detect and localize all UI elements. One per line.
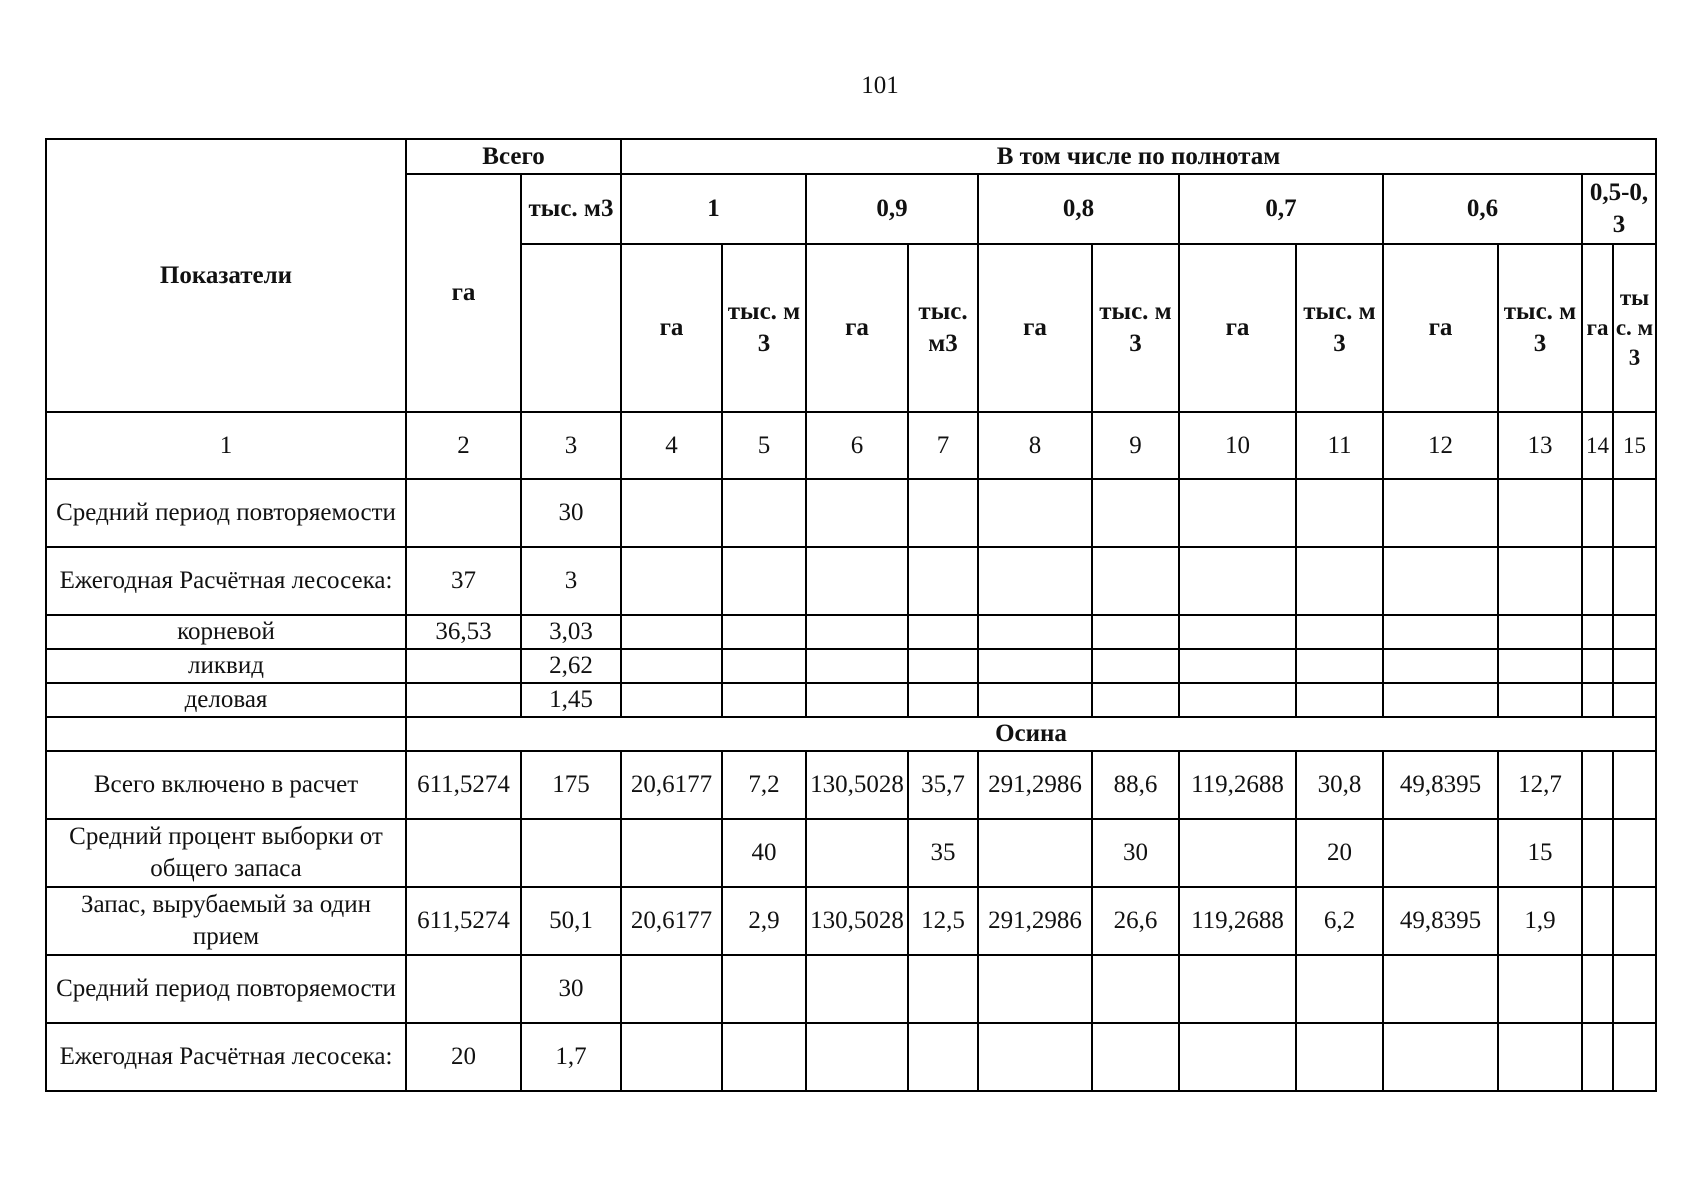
table-cell: 2,9 [722, 887, 806, 955]
table-cell [621, 819, 722, 887]
table-cell [1383, 479, 1498, 547]
header-total-m3-blank [521, 244, 621, 412]
table-row [46, 479, 1656, 547]
table-cell [1498, 479, 1582, 547]
table-cell [1296, 479, 1383, 547]
table-cell: 130,5028 [806, 887, 908, 955]
header-sub: га [1582, 244, 1613, 412]
header-density-0-9: 0,9 [806, 174, 978, 244]
table-cell [1613, 955, 1656, 1023]
table-cell [1582, 1023, 1613, 1091]
table-cell [406, 649, 521, 683]
row-label: Запас, вырубаемый за один прием [46, 887, 406, 955]
table-cell [1296, 547, 1383, 615]
table-cell: 30 [521, 479, 621, 547]
table-cell [978, 649, 1092, 683]
table-row [46, 819, 1656, 887]
row-label: Средний период повторяемости [46, 479, 406, 547]
table-cell: 1,45 [521, 683, 621, 717]
table-cell: 88,6 [1092, 751, 1179, 819]
table-cell: 119,2688 [1179, 887, 1296, 955]
table-cell: 7,2 [722, 751, 806, 819]
table-cell [1613, 1023, 1656, 1091]
table-cell: 15 [1498, 819, 1582, 887]
table-cell [1613, 649, 1656, 683]
table-cell [1092, 683, 1179, 717]
table-cell [1296, 683, 1383, 717]
table-cell [978, 819, 1092, 887]
column-number: 7 [908, 412, 978, 479]
column-number: 4 [621, 412, 722, 479]
row-label: Всего включено в расчет [46, 751, 406, 819]
table-cell [1582, 479, 1613, 547]
table-cell [1383, 955, 1498, 1023]
table-cell [1582, 887, 1613, 955]
row-label: Средний процент выборки от общего запаса [46, 819, 406, 887]
table-cell [621, 547, 722, 615]
data-table [45, 138, 1657, 1092]
header-sub: га [1383, 244, 1498, 412]
table-cell [1498, 955, 1582, 1023]
header-by-density: В том числе по полнотам [621, 139, 1656, 174]
table-cell: 37 [406, 547, 521, 615]
table-cell [1582, 819, 1613, 887]
table-cell [978, 1023, 1092, 1091]
table-cell [521, 819, 621, 887]
table-cell: 20 [406, 1023, 521, 1091]
table-cell: 3,03 [521, 615, 621, 649]
table-cell [406, 819, 521, 887]
table-cell: 291,2986 [978, 751, 1092, 819]
table-cell [806, 615, 908, 649]
table-cell [1179, 1023, 1296, 1091]
column-number: 12 [1383, 412, 1498, 479]
table-cell [1498, 1023, 1582, 1091]
header-density-0-7: 0,7 [1179, 174, 1383, 244]
row-label: деловая [46, 683, 406, 717]
table-cell [908, 1023, 978, 1091]
table-cell: 291,2986 [978, 887, 1092, 955]
table-cell [1613, 683, 1656, 717]
table-cell: 30,8 [1296, 751, 1383, 819]
table-cell [806, 955, 908, 1023]
table-cell [722, 479, 806, 547]
table-cell: 49,8395 [1383, 751, 1498, 819]
row-label: Ежегодная Расчётная лесосека: [46, 1023, 406, 1091]
table-cell [1092, 615, 1179, 649]
table-cell [722, 955, 806, 1023]
table-cell: 6,2 [1296, 887, 1383, 955]
table-cell [978, 547, 1092, 615]
table-cell [1383, 683, 1498, 717]
section-title: Осина [406, 717, 1656, 751]
column-number: 3 [521, 412, 621, 479]
table-cell: 1,9 [1498, 887, 1582, 955]
table-cell [1613, 479, 1656, 547]
table-cell: 20,6177 [621, 751, 722, 819]
table-cell: 35 [908, 819, 978, 887]
table-cell [806, 819, 908, 887]
table-row [46, 751, 1656, 819]
table-cell: 611,5274 [406, 887, 521, 955]
table-cell: 20,6177 [621, 887, 722, 955]
table-cell: 3 [521, 547, 621, 615]
page-number: 101 [861, 72, 899, 99]
table-cell [1179, 479, 1296, 547]
table-cell [978, 683, 1092, 717]
table-cell [1179, 547, 1296, 615]
table-cell [1383, 615, 1498, 649]
table-cell [1092, 955, 1179, 1023]
table-cell [1613, 547, 1656, 615]
column-number: 1 [46, 412, 406, 479]
column-number: 13 [1498, 412, 1582, 479]
column-number: 11 [1296, 412, 1383, 479]
table-cell [1498, 547, 1582, 615]
table-cell [1582, 649, 1613, 683]
table-cell [722, 547, 806, 615]
header-density-0-8: 0,8 [978, 174, 1179, 244]
table-cell [1296, 649, 1383, 683]
table-cell [1092, 547, 1179, 615]
table-row [46, 547, 1656, 615]
table-cell [1383, 547, 1498, 615]
header-sub: тыс. м3 [722, 244, 806, 412]
table-row [46, 615, 1656, 649]
table-cell [978, 955, 1092, 1023]
table-cell [908, 683, 978, 717]
table-cell: 119,2688 [1179, 751, 1296, 819]
table-cell [1582, 683, 1613, 717]
table-cell: 611,5274 [406, 751, 521, 819]
table-row [46, 683, 1656, 717]
table-row [46, 1023, 1656, 1091]
table-cell [1179, 819, 1296, 887]
table-cell: 30 [521, 955, 621, 1023]
header-sub: тыс. м3 [1498, 244, 1582, 412]
table-cell [806, 547, 908, 615]
header-sub: га [621, 244, 722, 412]
table-cell: 26,6 [1092, 887, 1179, 955]
table-cell [806, 479, 908, 547]
table-cell [1092, 649, 1179, 683]
table-cell: 175 [521, 751, 621, 819]
table-cell [722, 649, 806, 683]
table-cell: 20 [1296, 819, 1383, 887]
column-number: 15 [1613, 412, 1656, 479]
table-cell [1179, 683, 1296, 717]
header-total: Всего [406, 139, 621, 174]
table-cell [1179, 955, 1296, 1023]
table-cell [1383, 819, 1498, 887]
table-cell [1613, 751, 1656, 819]
table-cell: 12,5 [908, 887, 978, 955]
table-cell: 30 [1092, 819, 1179, 887]
table-cell [722, 615, 806, 649]
table-cell [1498, 649, 1582, 683]
table-cell [1613, 819, 1656, 887]
header-indicators: Показатели [46, 139, 406, 412]
table-cell [621, 649, 722, 683]
table-cell: 40 [722, 819, 806, 887]
table-cell [1092, 479, 1179, 547]
column-number: 6 [806, 412, 908, 479]
header-sub: тыс. м3 [908, 244, 978, 412]
table-cell [806, 1023, 908, 1091]
table-cell: 12,7 [1498, 751, 1582, 819]
table-cell [406, 479, 521, 547]
table-cell [908, 615, 978, 649]
table-cell: 50,1 [521, 887, 621, 955]
header-sub: га [806, 244, 908, 412]
table-cell: 2,62 [521, 649, 621, 683]
table-cell [1383, 1023, 1498, 1091]
table-cell [806, 683, 908, 717]
header-density-0-5-0-3: 0,5-0,3 [1582, 174, 1656, 244]
column-number: 8 [978, 412, 1092, 479]
table-cell [908, 649, 978, 683]
table-cell [908, 955, 978, 1023]
table-cell [1582, 547, 1613, 615]
table-cell [1582, 751, 1613, 819]
table-cell [621, 1023, 722, 1091]
header-sub: тыс. м3 [1613, 244, 1656, 412]
column-number: 2 [406, 412, 521, 479]
header-sub: га [978, 244, 1092, 412]
table-cell [1296, 615, 1383, 649]
header-total-ha: га [406, 174, 521, 412]
table-cell [1582, 955, 1613, 1023]
table-cell [722, 1023, 806, 1091]
table-cell [621, 615, 722, 649]
table-cell [406, 683, 521, 717]
table-cell [1613, 887, 1656, 955]
table-cell: 130,5028 [806, 751, 908, 819]
column-number: 10 [1179, 412, 1296, 479]
table-cell: 36,53 [406, 615, 521, 649]
table-cell [722, 683, 806, 717]
column-number: 14 [1582, 412, 1613, 479]
header-sub: га [1179, 244, 1296, 412]
table-cell: 1,7 [521, 1023, 621, 1091]
section-row [46, 717, 1656, 751]
column-number: 5 [722, 412, 806, 479]
header-sub: тыс. м3 [1092, 244, 1179, 412]
header-total-m3: тыс. м3 [521, 174, 621, 244]
table-cell [908, 479, 978, 547]
table-cell [1383, 649, 1498, 683]
table-cell: 49,8395 [1383, 887, 1498, 955]
header-sub: тыс. м3 [1296, 244, 1383, 412]
column-number: 9 [1092, 412, 1179, 479]
table-cell [621, 955, 722, 1023]
table-cell [1296, 955, 1383, 1023]
table-row [46, 887, 1656, 955]
header-density-1: 1 [621, 174, 806, 244]
table-cell [406, 955, 521, 1023]
table-cell [1179, 649, 1296, 683]
row-label: Ежегодная Расчётная лесосека: [46, 547, 406, 615]
table-cell [1296, 1023, 1383, 1091]
table-cell [621, 683, 722, 717]
table-cell [978, 479, 1092, 547]
table-cell [621, 479, 722, 547]
table-cell [806, 649, 908, 683]
table-cell [978, 615, 1092, 649]
table-cell [908, 547, 978, 615]
rows-top [46, 479, 1656, 717]
table-cell [1582, 615, 1613, 649]
rows-section [46, 751, 1656, 1091]
table-cell [1498, 615, 1582, 649]
table-cell [1613, 615, 1656, 649]
table-row [46, 955, 1656, 1023]
header-density-0-6: 0,6 [1383, 174, 1582, 244]
table-cell [1092, 1023, 1179, 1091]
table-cell [1498, 683, 1582, 717]
column-number-row [46, 412, 1656, 479]
table-cell [1179, 615, 1296, 649]
row-label: ликвид [46, 649, 406, 683]
section-label-blank [46, 717, 406, 751]
row-label: Средний период повторяемости [46, 955, 406, 1023]
table-row [46, 649, 1656, 683]
row-label: корневой [46, 615, 406, 649]
table-cell: 35,7 [908, 751, 978, 819]
